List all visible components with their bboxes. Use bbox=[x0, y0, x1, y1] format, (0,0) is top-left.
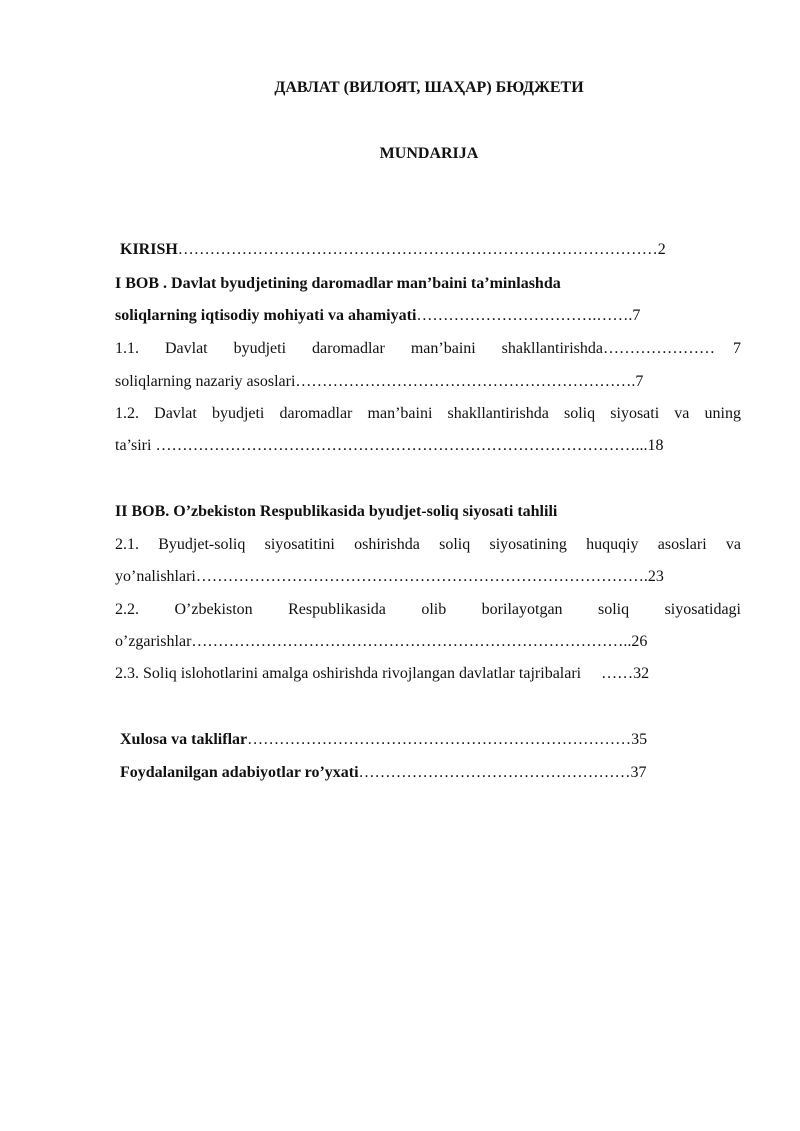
toc-page-number: 7 bbox=[632, 307, 641, 324]
toc-section-2-2-title: 2.2. O’zbekiston Respublikasida olib borilayotgan soliq siyosatidagi bbox=[115, 601, 741, 618]
toc-leader-dots: ……………………………………………………………………….. bbox=[191, 633, 632, 650]
toc-entry-label: o’zgarishlar bbox=[115, 633, 192, 650]
toc-entry-label: soliqlarning nazariy asoslari bbox=[115, 373, 296, 390]
toc-leader-dots: …………………………………………… bbox=[358, 764, 631, 781]
toc-entry-section-2-1 bbox=[115, 567, 664, 586]
toc-entry-section-1-2 bbox=[115, 436, 663, 455]
toc-page-number: 23 bbox=[647, 568, 664, 585]
toc-entry-label: ta’siri bbox=[115, 437, 152, 454]
toc-leader-dots: ……………………………………………………………………………… bbox=[177, 241, 658, 258]
toc-entry-section-2-2 bbox=[115, 632, 647, 651]
document-title: ДАВЛАТ (ВИЛОЯТ, ШАҲАР) БЮДЖЕТИ bbox=[274, 79, 584, 96]
toc-chapter-2-title: II BOB. O’zbekiston Respublikasida byudjet-soliq siyosati tahlili bbox=[115, 503, 558, 520]
toc-entry-label: KIRISH bbox=[120, 241, 178, 258]
toc-entry-intro bbox=[120, 240, 666, 259]
toc-leader-dots: …… bbox=[601, 665, 634, 682]
toc-entry-label: Foydalanilgan adabiyotlar ro’yxati bbox=[120, 764, 359, 781]
toc-page-number: 37 bbox=[630, 764, 647, 781]
toc-page-number: 35 bbox=[631, 731, 648, 748]
toc-entry-section-1-1 bbox=[115, 372, 643, 391]
toc-entry-label: yo’nalishlari bbox=[115, 568, 196, 585]
toc-entry-section-2-3 bbox=[115, 664, 649, 683]
toc-leader-dots: ………………………………………………………. bbox=[295, 373, 636, 390]
toc-entry-label: soliqlarning iqtisodiy mohiyati va ahamiyati bbox=[115, 307, 417, 324]
toc-section-2-1-title: 2.1. Byudjet-soliq siyosatitini oshirishda soliq siyosatining huquqiy asoslari va bbox=[115, 536, 741, 553]
toc-leader-dots: ………………………………………………………………………………... bbox=[155, 437, 648, 454]
toc-entry-label: 2.3. Soliq islohotlarini amalga oshirishda rivojlangan davlatlar tajribalari bbox=[115, 665, 582, 682]
toc-entry-references bbox=[120, 763, 647, 782]
toc-leader-dots: …………………………….……. bbox=[416, 307, 633, 324]
toc-entry-label: 1.1. Davlat byudjeti daromadlar man’baini shakllantirishda………………… bbox=[115, 340, 715, 357]
toc-section-1-1-line1 bbox=[115, 339, 741, 358]
toc-leader-dots: …………………………………………………………………………. bbox=[195, 568, 648, 585]
toc-page-number: 18 bbox=[647, 437, 664, 454]
toc-page-number: 7 bbox=[635, 373, 644, 390]
toc-heading: MUNDARIJA bbox=[379, 145, 479, 162]
toc-entry-label: Xulosa va takliflar bbox=[120, 731, 248, 748]
toc-page-number: 7 bbox=[733, 340, 741, 357]
toc-leader-dots: ……………………………………………………………… bbox=[247, 731, 632, 748]
toc-page-number: 2 bbox=[657, 241, 666, 258]
toc-page-number: 26 bbox=[631, 633, 648, 650]
toc-chapter-1-title: I BOB . Davlat byudjetining daromadlar man’baini ta’minlashda bbox=[115, 275, 561, 292]
toc-entry-conclusion bbox=[120, 730, 647, 749]
toc-page-number: 32 bbox=[633, 665, 650, 682]
toc-section-1-2-title: 1.2. Davlat byudjeti daromadlar man’baini shakllantirishda soliq siyosati va uning bbox=[115, 405, 741, 422]
toc-entry-chapter-1 bbox=[115, 306, 640, 325]
